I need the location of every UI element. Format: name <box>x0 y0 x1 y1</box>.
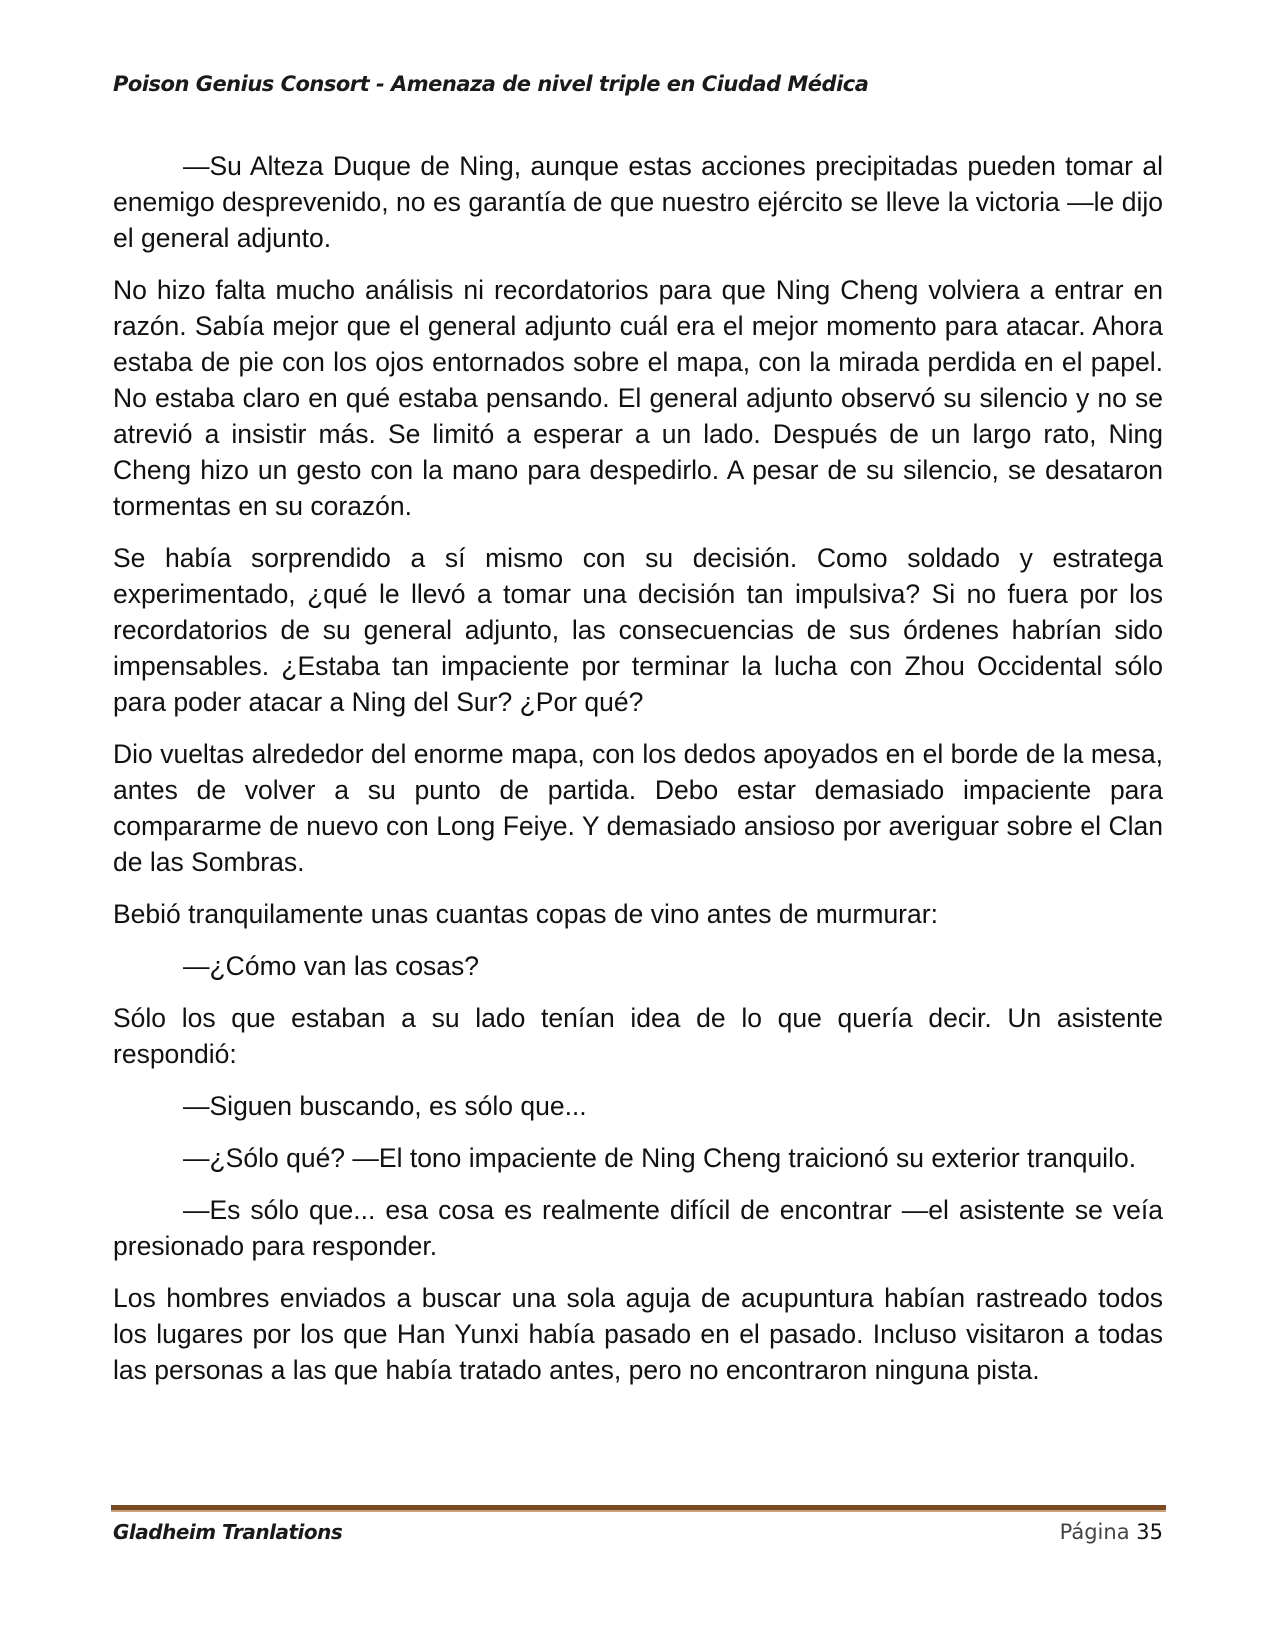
paragraph-10: —Es sólo que... esa cosa es realmente difícil de encontrar —el asistente se veía presionado para responder. <box>113 1195 1163 1261</box>
footer-page-indicator <box>1060 1520 1163 1544</box>
paragraph-7: Sólo los que estaban a su lado tenían idea de lo que quería decir. Un asistente respondió: <box>113 1003 1163 1069</box>
page-header-title: Poison Genius Consort - Amenaza de nivel triple en Ciudad Médica <box>113 72 869 96</box>
page-number: 35 <box>1136 1520 1163 1544</box>
paragraph-11: Los hombres enviados a buscar una sola aguja de acupuntura habían rastreado todos los lugares por los que Han Yunxi había pasado en el pasado. Incluso visitaron a todas las personas a las que había tratado antes, pero no encontraron ninguna pista. <box>113 1283 1163 1385</box>
paragraph-5: Bebió tranquilamente unas cuantas copas de vino antes de murmurar: <box>113 899 938 929</box>
paragraph-3: Se había sorprendido a sí mismo con su decisión. Como soldado y estratega experimentado, ¿qué le llevó a tomar una decisión tan impulsiva? Si no fuera por los recordatorios de su general adjunto, las consecuencias de sus órdenes habrían sido impensables. ¿Estaba tan impaciente por terminar la lucha con Zhou Occidental sólo para poder atacar a Ning del Sur? ¿Por qué? <box>113 543 1163 717</box>
footer-publisher: Gladheim Tranlations <box>113 1520 343 1544</box>
page-label: Página <box>1059 1520 1130 1544</box>
paragraph-9: —¿Sólo qué? —El tono impaciente de Ning Cheng traicionó su exterior tranquilo. <box>183 1143 1137 1173</box>
paragraph-4: Dio vueltas alrededor del enorme mapa, con los dedos apoyados en el borde de la mesa, antes de volver a su punto de partida. Debo estar demasiado impaciente para compararme de nuevo con Long Feiye. Y demasiado ansioso por averiguar sobre el Clan de las Sombras. <box>113 739 1163 877</box>
paragraph-6: —¿Cómo van las cosas? <box>183 951 480 981</box>
footer-divider <box>111 1505 1166 1512</box>
paragraph-2: No hizo falta mucho análisis ni recordatorios para que Ning Cheng volviera a entrar en razón. Sabía mejor que el general adjunto cuál era el mejor momento para atacar. Ahora estaba de pie con los ojos entornados sobre el mapa, con la mirada perdida en el papel. No estaba claro en qué estaba pensando. El general adjunto observó su silencio y no se atrevió a insistir más. Se limitó a esperar a un lado. Después de un largo rato, Ning Cheng hizo un gesto con la mano para despedirlo. A pesar de su silencio, se desataron tormentas en su corazón. <box>113 275 1163 521</box>
paragraph-1: —Su Alteza Duque de Ning, aunque estas acciones precipitadas pueden tomar al enemigo desprevenido, no es garantía de que nuestro ejército se lleve la victoria —le dijo el general adjunto. <box>113 151 1163 253</box>
document-body <box>113 148 1163 1404</box>
paragraph-8: —Siguen buscando, es sólo que... <box>183 1091 587 1121</box>
